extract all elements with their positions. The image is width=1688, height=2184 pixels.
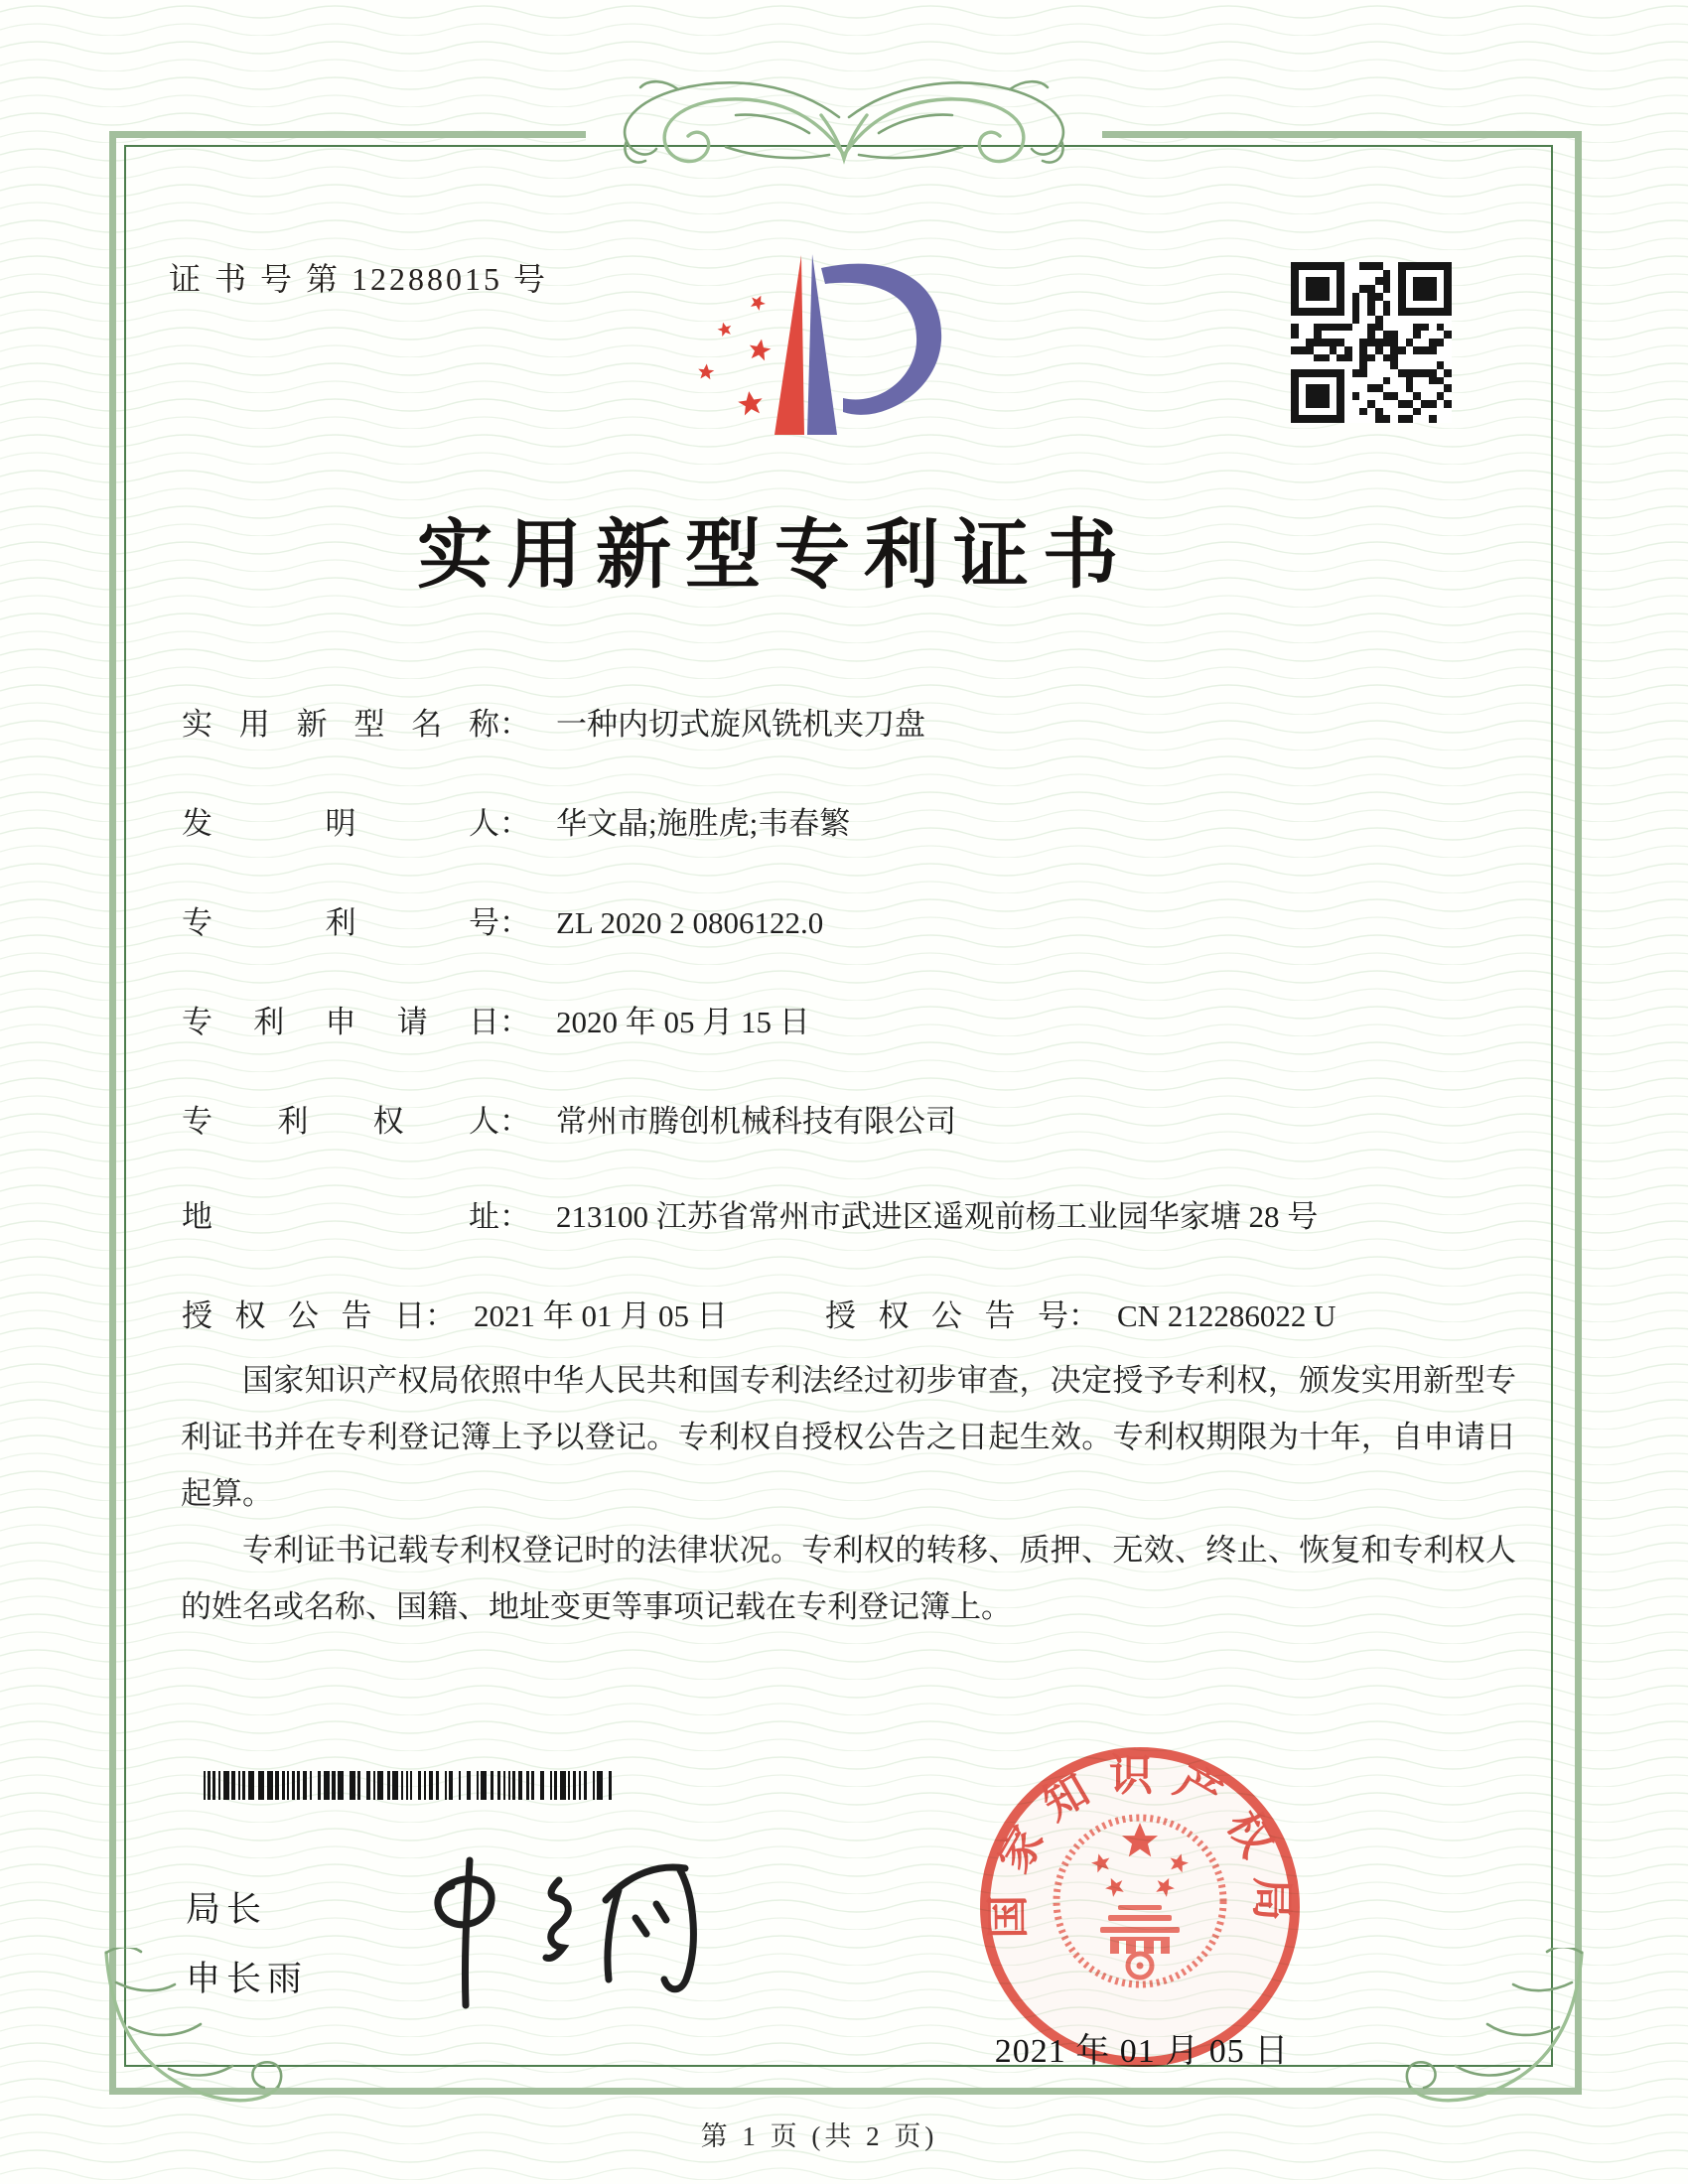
field-colon: ： <box>499 806 530 841</box>
certificate-title: 实用新型专利证书 <box>417 514 1132 598</box>
field-value: 213100 江苏省常州市武进区遥观前杨工业园华家塘 28 号 <box>556 1199 1319 1234</box>
director-signature-icon <box>382 1839 730 2037</box>
legal-paragraph-2: 专利证书记载专利权登记时的法律状况。专利权的转移、质押、无效、终止、恢复和专利权人的姓名或名称、国籍、地址变更等事项记载在专利登记簿上。 <box>181 1533 1516 1624</box>
certificate-number: 证 书 号 第 12288015 号 <box>169 261 549 297</box>
field-label: 专利申请日 <box>182 1005 499 1039</box>
field-colon: ： <box>499 707 530 742</box>
bottom-right-flourish-ornament-icon <box>1398 1948 1597 2121</box>
field-row-patent-number <box>182 897 1532 942</box>
field-value: 2020 年 05 月 15 日 <box>556 1005 810 1039</box>
barcode <box>204 1771 616 1800</box>
field-colon: ： <box>499 905 530 940</box>
field-value: 常州市腾创机械科技有限公司 <box>556 1104 956 1139</box>
field-colon: ： <box>1068 1298 1099 1333</box>
grant-date-pair <box>182 1298 728 1333</box>
field-colon: ： <box>425 1298 456 1333</box>
field-label: 发明人 <box>182 806 499 841</box>
field-label: 地址 <box>182 1199 499 1234</box>
grant-number-value: CN 212286022 U <box>1117 1298 1336 1333</box>
field-colon: ： <box>499 1199 530 1234</box>
qr-code <box>1291 262 1452 423</box>
legal-paragraph-1: 国家知识产权局依照中华人民共和国专利法经过初步审查，决定授予专利权，颁发实用新型专利证书并在专利登记簿上予以登记。专利权自授权公告之日起生效。专利权期限为十年，自申请日起算。 <box>181 1363 1516 1511</box>
grant-number-pair <box>825 1291 1336 1335</box>
seal-text: 国家知识产权局 <box>983 1750 1297 1940</box>
field-label: 专利权人 <box>182 1104 499 1139</box>
field-row-address <box>182 1191 1532 1236</box>
legal-text-block <box>181 1352 1516 1635</box>
field-value: ZL 2020 2 0806122.0 <box>556 905 824 940</box>
field-row-patentee <box>182 1096 1532 1141</box>
grant-number-label: 授权公告号 <box>825 1298 1068 1333</box>
cnipa-logo-icon <box>650 223 978 442</box>
field-label: 专利号 <box>182 905 499 940</box>
field-label: 实用新型名称 <box>182 707 499 742</box>
field-row-inventors <box>182 798 1532 843</box>
director-name: 申长雨 <box>186 1960 309 1998</box>
field-row-filing-date <box>182 997 1532 1041</box>
seal-date: 2021 年 01 月 05 日 <box>994 2033 1290 2070</box>
field-colon: ： <box>499 1005 530 1039</box>
field-row-utility-model-name <box>182 699 1532 744</box>
grant-date-value: 2021 年 01 月 05 日 <box>474 1298 728 1333</box>
top-center-flourish-ornament-icon <box>551 58 1137 182</box>
page-number-footer: 第 1 页 (共 2 页) <box>700 2121 938 2151</box>
field-value: 华文晶;施胜虎;韦春繁 <box>556 806 851 841</box>
field-row-grant <box>182 1291 1532 1335</box>
field-value: 一种内切式旋风铣机夹刀盘 <box>556 707 925 742</box>
grant-date-label: 授权公告日 <box>182 1298 425 1333</box>
director-title-label: 局长 <box>186 1890 268 1929</box>
field-colon: ： <box>499 1104 530 1139</box>
